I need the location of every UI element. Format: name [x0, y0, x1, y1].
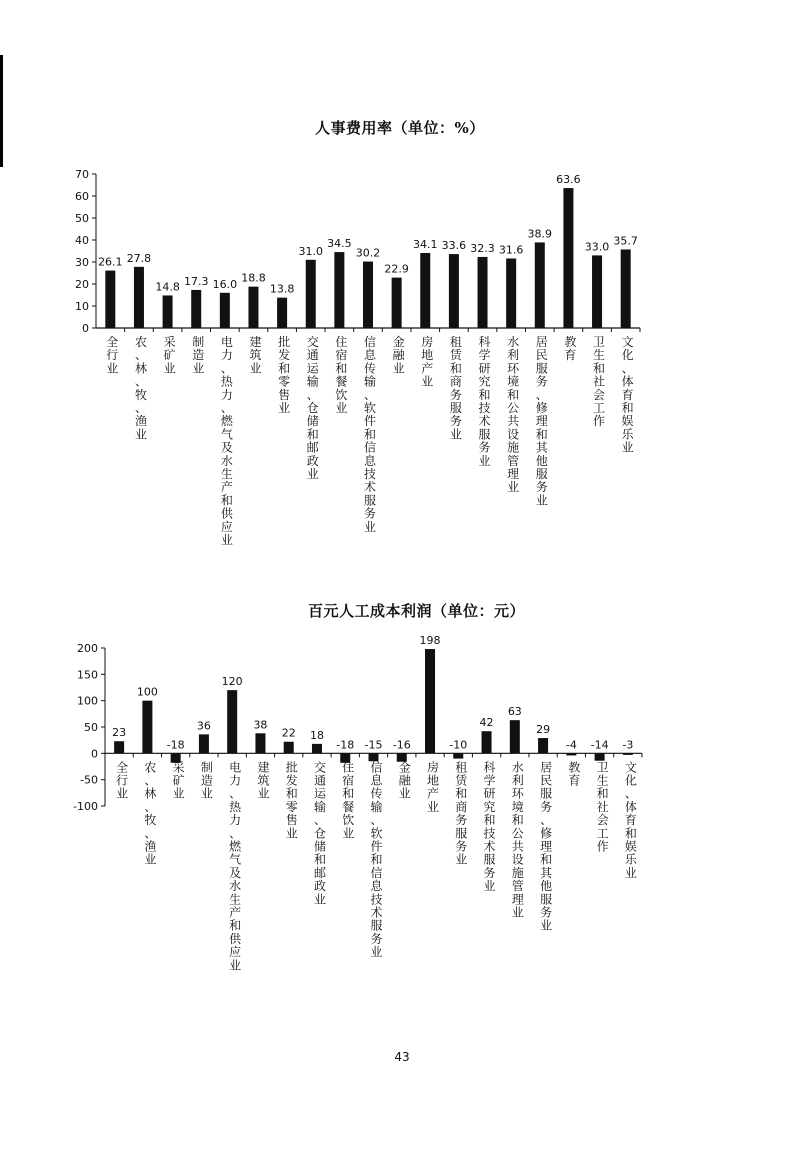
bar	[255, 733, 265, 753]
data-label: 63.6	[556, 173, 581, 187]
data-label: -3	[622, 738, 634, 752]
data-label: 36	[196, 719, 211, 733]
y-tick-label: 100	[77, 694, 98, 708]
data-label: 22.9	[384, 262, 409, 276]
y-tick-label: 60	[75, 190, 89, 203]
bar	[453, 753, 463, 758]
chart2-title: 百元人工成本利润（单位：元）	[308, 602, 526, 620]
category-label: 教育	[564, 335, 577, 363]
data-label: 14.8	[155, 280, 180, 294]
category-label: 制造业	[200, 760, 213, 801]
data-label: 32.3	[470, 241, 495, 255]
category-label: 卫生和社会工作	[596, 760, 609, 854]
data-label: 38.9	[527, 227, 553, 241]
data-label: -18	[166, 738, 185, 752]
y-tick-label: 0	[91, 747, 98, 761]
bar	[510, 720, 520, 753]
category-label: 居民服务、修理和其他服务业	[540, 760, 553, 933]
data-label: 34.5	[327, 237, 352, 251]
data-label: 120	[221, 675, 243, 689]
data-label: 29	[536, 723, 551, 737]
category-label: 卫生和社会工作	[593, 335, 606, 429]
y-tick-label: 70	[75, 168, 89, 181]
category-label: 租赁和商务服务业	[455, 760, 468, 867]
y-tick-label: 40	[75, 234, 89, 247]
y-tick-label: 30	[75, 256, 89, 269]
category-label: 全行业	[116, 760, 129, 801]
data-label: 100	[136, 685, 158, 699]
data-label: 31.6	[498, 243, 524, 257]
page-number: 43	[394, 1050, 410, 1064]
category-label: 水利环境和公共设施管理业	[507, 335, 520, 495]
bar	[538, 738, 548, 753]
bar	[312, 744, 322, 753]
data-label: 22	[281, 726, 296, 740]
category-label: 住宿和餐饮业	[335, 335, 348, 415]
bar	[623, 753, 633, 755]
category-label: 全行业	[106, 335, 119, 376]
data-label: 26.1	[98, 255, 123, 269]
y-tick-label: 50	[84, 721, 98, 734]
data-label: 198	[419, 634, 441, 648]
data-label: -16	[392, 738, 411, 752]
data-label: 18.8	[241, 271, 266, 285]
y-tick-label: -50	[80, 773, 98, 787]
category-label: 农、林、牧、渔业	[134, 335, 147, 442]
category-label: 水利环境和公共设施管理业	[511, 760, 524, 920]
data-label: 17.3	[183, 274, 209, 288]
y-tick-label: 0	[82, 322, 89, 335]
data-label: 13.8	[269, 282, 295, 296]
data-label: -10	[449, 738, 468, 752]
data-label: 18	[309, 728, 324, 742]
category-label: 住宿和餐饮业	[342, 760, 355, 841]
chart1-title: 人事费用率（单位：%）	[315, 119, 485, 137]
y-tick-label: 200	[77, 642, 98, 655]
bar	[114, 741, 124, 753]
category-label: 采矿业	[163, 335, 176, 376]
category-label: 房地产业	[421, 335, 434, 389]
category-label: 采矿业	[172, 760, 185, 801]
category-label: 信息传输、软件和信息技术服务业	[363, 335, 377, 534]
category-label: 电力、热力、燃气及水生产和供应业	[229, 760, 242, 973]
data-label: 33.0	[584, 240, 610, 254]
y-tick-label: 150	[77, 668, 98, 682]
category-label: 制造业	[192, 335, 205, 376]
data-label: -15	[364, 738, 383, 752]
scan-edge-mark	[0, 55, 3, 167]
data-label: 34.1	[413, 237, 438, 251]
category-label: 建筑业	[249, 335, 262, 376]
data-label: -4	[565, 738, 577, 752]
y-tick-label: -100	[73, 800, 98, 813]
y-tick-label: 10	[75, 300, 89, 313]
y-tick-label: 50	[75, 212, 89, 225]
category-label: 文化、体育和娱乐业	[621, 335, 634, 455]
data-label: 16.0	[212, 277, 238, 291]
category-label: 交通运输、仓储和邮政业	[313, 760, 326, 907]
data-label: -18	[336, 738, 355, 752]
category-label: 金融业	[398, 760, 411, 801]
category-label: 农、林、牧、渔业	[144, 760, 157, 867]
data-label: 63	[507, 705, 522, 719]
bar	[284, 742, 294, 754]
data-label: 35.7	[613, 234, 638, 248]
category-label: 科学研究和技术服务业	[483, 760, 496, 894]
bar	[227, 690, 237, 753]
bar	[482, 731, 492, 753]
bar	[566, 753, 576, 755]
data-label: 38	[253, 718, 268, 732]
data-label: 33.6	[441, 239, 467, 253]
data-label: 23	[112, 726, 127, 740]
data-label: 42	[479, 716, 494, 730]
data-label: 30.2	[355, 246, 381, 260]
category-label: 居民服务、修理和其他服务业	[535, 335, 548, 508]
data-label: -14	[590, 738, 609, 752]
category-label: 教育	[568, 760, 581, 788]
data-label: 27.8	[126, 251, 152, 265]
bar	[199, 734, 209, 753]
category-label: 文化、体育和娱乐业	[624, 760, 637, 880]
category-label: 批发和零售业	[285, 760, 298, 841]
category-label: 房地产业	[427, 760, 440, 814]
category-label: 科学研究和技术服务业	[478, 335, 491, 468]
y-tick-label: 20	[75, 278, 89, 291]
category-label: 交通运输、仓储和邮政业	[306, 335, 319, 481]
category-label: 金融业	[392, 335, 405, 376]
category-label: 信息传输、软件和信息技术服务业	[370, 760, 383, 960]
category-label: 电力、热力、燃气及水生产和供应业	[220, 335, 233, 547]
bar	[142, 701, 152, 754]
category-label: 建筑业	[257, 760, 270, 801]
category-label: 批发和零售业	[278, 335, 291, 415]
category-label: 租赁和商务服务业	[449, 335, 462, 442]
bar	[425, 649, 435, 753]
data-label: 31.0	[298, 244, 323, 258]
